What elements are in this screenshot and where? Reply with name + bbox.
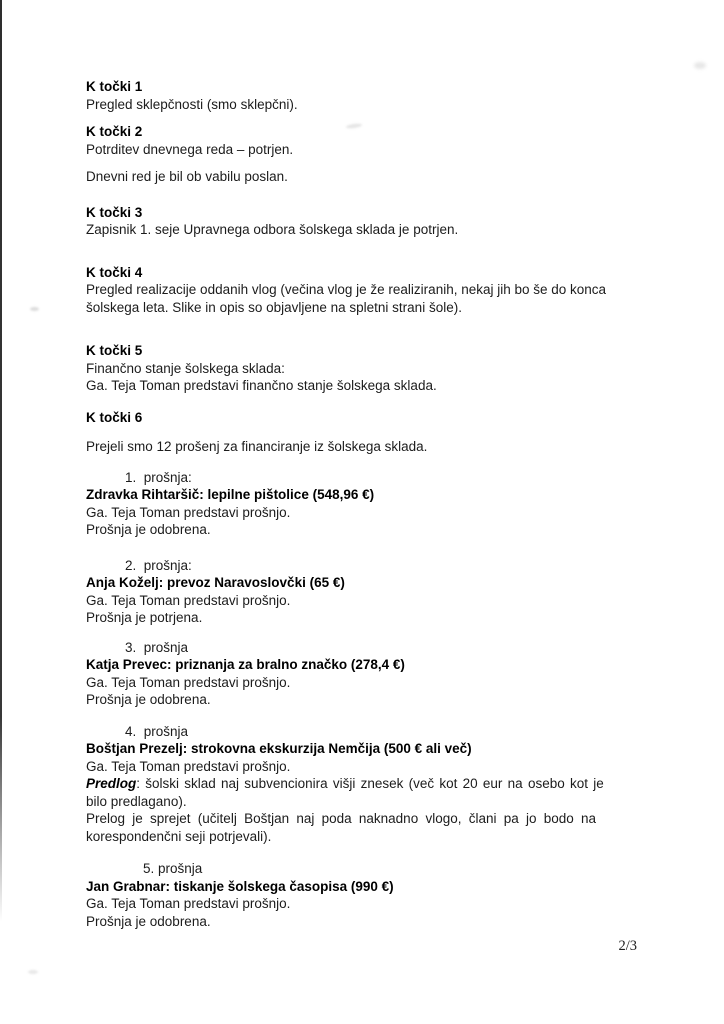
section-point-1 xyxy=(86,78,648,113)
scan-edge-artifact xyxy=(0,0,2,1024)
section-point-6 xyxy=(86,409,648,456)
section-text: Pregled realizacije oddanih vlog (večina vlog je že realiziranih, nekaj jih bo še do konca xyxy=(86,282,607,297)
request-proposal xyxy=(86,775,648,793)
request-resolution: Prelog je sprejet (učitelj Boštjan naj poda naknadno vlogo, člani pa jo bodo na xyxy=(86,811,597,826)
section-text: Dnevni red je bil ob vabilu poslan. xyxy=(86,169,288,184)
request-number: 4. prošnja xyxy=(125,723,189,739)
section-text: Ga. Teja Toman predstavi finančno stanje šolskega sklada. xyxy=(86,378,437,393)
request-number: 3. prošnja xyxy=(125,639,189,655)
request-1 xyxy=(86,469,648,539)
request-status: Prošnja je odobrena. xyxy=(86,522,211,537)
request-title: Anja Koželj: prevoz Naravoslovčki (65 €) xyxy=(86,575,345,590)
section-text: Finančno stanje šolskega sklada: xyxy=(86,360,285,376)
request-title: Jan Grabnar: tiskanje šolskega časopisa (990 €) xyxy=(86,878,394,894)
request-3 xyxy=(86,639,648,709)
request-presenter: Ga. Teja Toman predstavi prošnjo. xyxy=(86,504,291,520)
section-point-4 xyxy=(86,264,648,317)
section-heading: K točki 1 xyxy=(86,79,143,94)
proposal-label: Predlog xyxy=(86,776,137,791)
document-body xyxy=(86,78,648,930)
request-number: 2. prošnja: xyxy=(125,557,192,573)
page-number: 2/3 xyxy=(618,938,637,954)
section-heading: K točki 3 xyxy=(86,204,143,220)
request-resolution-continued: korespondenčni seji potrjevali). xyxy=(86,828,272,844)
request-title: Katja Prevec: priznanja za bralno značko (278,4 €) xyxy=(86,657,405,672)
request-5 xyxy=(86,860,648,930)
request-presenter: Ga. Teja Toman predstavi prošnjo. xyxy=(86,896,291,911)
request-2 xyxy=(86,557,648,627)
section-heading: K točki 6 xyxy=(86,409,143,425)
section-text: Zapisnik 1. seje Upravnega odbora šolskega sklada je potrjen. xyxy=(86,222,459,237)
section-point-5 xyxy=(86,342,648,395)
section-text: Potrditev dnevnega reda – potrjen. xyxy=(86,141,294,157)
scan-smudge xyxy=(30,307,39,311)
request-title: Zdravka Rihtaršič: lepilne pištolice (548,96 €) xyxy=(86,487,375,502)
request-proposal-continued: bilo predlagano). xyxy=(86,793,187,809)
request-status: Prošnja je potrjena. xyxy=(86,610,203,625)
section-text: šolskega leta. Slike in opis so objavljene na spletni strani šole). xyxy=(86,299,462,315)
section-heading: K točki 5 xyxy=(86,343,143,358)
request-title: Boštjan Prezelj: strokovna ekskurzija Nemčija (500 € ali več) xyxy=(86,741,472,756)
request-presenter: Ga. Teja Toman predstavi prošnjo. xyxy=(86,592,291,608)
scan-smudge xyxy=(28,970,38,974)
request-4 xyxy=(86,723,648,846)
request-number: 5. prošnja xyxy=(143,861,203,876)
agenda-note xyxy=(86,168,648,186)
proposal-text: : šolski sklad naj subvencionira višji znesek (več kot 20 eur na osebo kot je xyxy=(136,776,604,791)
section-heading: K točki 2 xyxy=(86,124,143,139)
request-number: 1. prošnja: xyxy=(125,469,192,485)
request-presenter: Ga. Teja Toman predstavi prošnjo. xyxy=(86,674,291,690)
section-point-2 xyxy=(86,123,648,158)
scan-smudge xyxy=(694,62,706,69)
section-text: Prejeli smo 12 prošenj za financiranje iz šolskega sklada. xyxy=(86,439,428,454)
request-status: Prošnja je odobrena. xyxy=(86,913,211,929)
request-presenter: Ga. Teja Toman predstavi prošnjo. xyxy=(86,758,291,774)
request-status: Prošnja je odobrena. xyxy=(86,692,211,707)
section-heading: K točki 4 xyxy=(86,264,143,280)
section-text: Pregled sklepčnosti (smo sklepčni). xyxy=(86,96,298,112)
section-point-3 xyxy=(86,204,648,239)
